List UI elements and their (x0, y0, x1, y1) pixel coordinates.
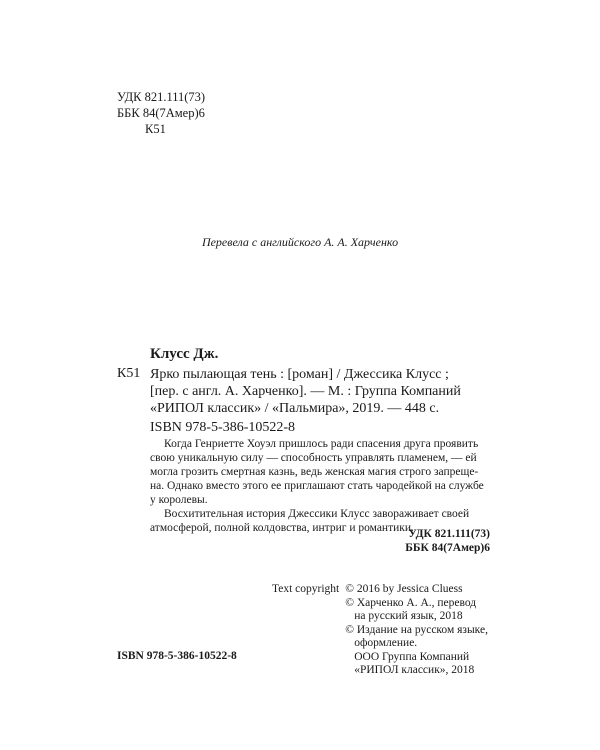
udk-code-bold: УДК 821.111(73) (408, 528, 490, 540)
classification-codes (117, 89, 205, 137)
biblio-line: Ярко пылающая тень : [роман] / Джессика Клусс ; (150, 367, 449, 382)
copyright-label: Text copyright (272, 583, 340, 595)
bbk-code: ББК 84(7Амер)6 (117, 106, 205, 120)
annotation-line: свою уникальную силу — способность управлять пламенем, — ей (150, 452, 477, 464)
copyright-line: на русский язык, 2018 (354, 610, 463, 622)
biblio-line: «РИПОЛ классик» / «Пальмира», 2019. — 448 с. (150, 401, 440, 416)
author-mark: К51 (145, 122, 166, 136)
author-mark-side: К51 (117, 366, 141, 381)
annotation-line: у королевы. (150, 494, 208, 506)
copyright-line: © Харченко А. А., перевод (345, 596, 477, 609)
copyright-block (272, 583, 488, 678)
biblio-line: [пер. с англ. А. Харченко]. — М. : Группа Компаний (150, 384, 461, 399)
annotation (150, 437, 490, 535)
copyright-line: «РИПОЛ классик», 2018 (354, 664, 475, 676)
classification-block (340, 527, 490, 555)
annotation-line: Восхитительная история Джессики Клусс завораживает своей (164, 508, 470, 520)
copyright-line: ООО Группа Компаний (354, 650, 470, 663)
annotation-line: могла грозить смертная казнь, ведь женская магия строго запреще- (150, 466, 479, 478)
copyright-line: © 2016 by Jessica Cluess (345, 583, 463, 595)
annotation-line: Когда Генриетте Хоуэл пришлось ради спасения друга проявить (164, 438, 479, 450)
bibliographic-description (150, 366, 490, 417)
copyright-line: оформление. (354, 637, 418, 649)
translator-credit: Перевела с английского А. А. Харченко (201, 235, 399, 249)
copyright-line: © Издание на русском языке, (345, 623, 488, 636)
author-heading: Клусс Дж. (150, 346, 219, 362)
bbk-code-bold: ББК 84(7Амер)6 (405, 542, 490, 554)
annotation-line: атмосферой, полной колдовства, интриг и романтики. (150, 522, 414, 534)
udk-code: УДК 821.111(73) (117, 90, 206, 104)
isbn-bottom: ISBN 978-5-386-10522-8 (117, 650, 237, 662)
annotation-line: на. Однако вместо этого ее приглашают стать чародейкой на службе (150, 480, 484, 492)
isbn-main: ISBN 978-5-386-10522-8 (150, 420, 296, 435)
